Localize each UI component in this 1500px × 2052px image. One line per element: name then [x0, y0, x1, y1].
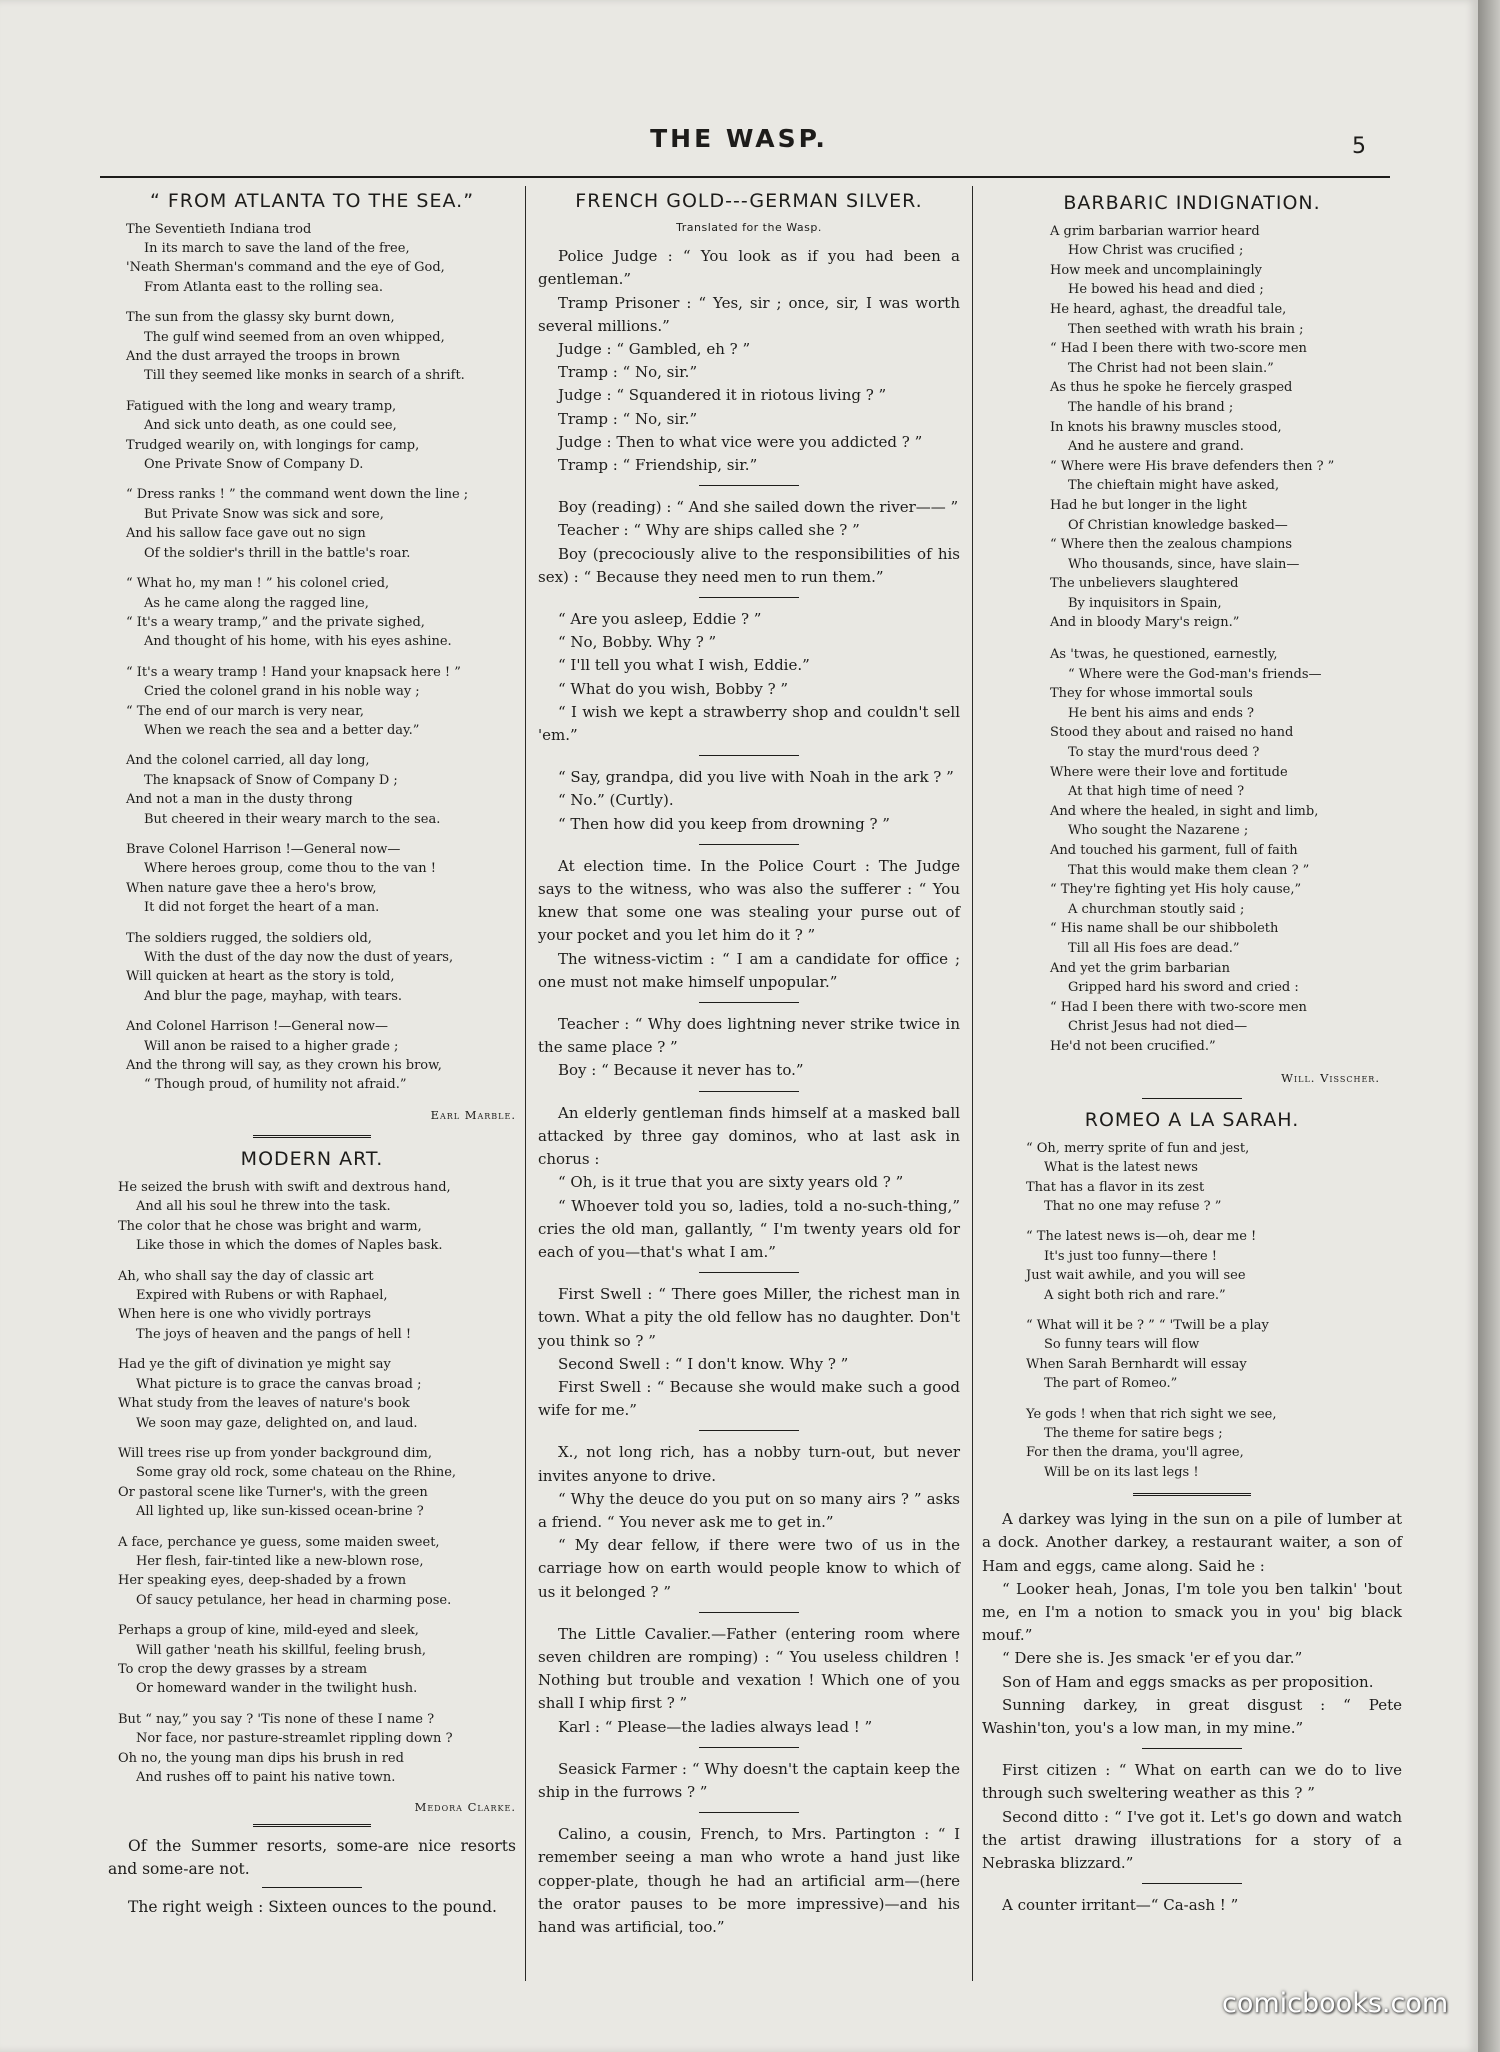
stanza — [118, 1267, 516, 1345]
page-number: 5 — [1352, 134, 1366, 159]
verse-line: The gulf wind seemed from an oven whipped, — [144, 329, 445, 345]
verse-line: And the throng will say, as they crown his brow, — [126, 1058, 442, 1074]
verse-line: “ What will it be ? ” “ 'Twill be a play — [1026, 1317, 1269, 1333]
verse-line: Just wait awhile, and you will see — [1026, 1268, 1246, 1284]
poem-modern-art — [108, 1178, 516, 1787]
verse-line: The color that he chose was bright and warm, — [118, 1218, 422, 1234]
poem-atlanta — [108, 220, 516, 1095]
divider — [699, 597, 799, 598]
verse-line: And blur the page, mayhap, with tears. — [144, 988, 403, 1004]
paragraph: “ What do you wish, Bobby ? ” — [558, 679, 789, 698]
verse-line: So funny tears will flow — [1044, 1337, 1200, 1353]
verse-line: Gripped hard his sword and cried : — [1068, 980, 1299, 996]
verse-line: Will quicken at heart as the story is told, — [126, 969, 395, 985]
verse-line: The handle of his brand ; — [1068, 399, 1234, 415]
verse-line: As he came along the ragged line, — [144, 595, 369, 611]
verse-line: From Atlanta east to the rolling sea. — [144, 279, 383, 295]
verse-line: Some gray old rock, some chateau on the Rhine, — [136, 1465, 457, 1481]
poem-barbaric — [982, 222, 1402, 1057]
paragraph: “ No, Bobby. Why ? ” — [558, 633, 717, 652]
stanza — [118, 1178, 516, 1256]
paragraph: Police Judge : “ You look as if you had been a gentleman.” — [538, 247, 960, 289]
verse-line: “ Dress ranks ! ” the command went down the line ; — [126, 487, 469, 503]
paragraph: First citizen : “ What on earth can we do to live through such sweltering weather as this ? ” — [982, 1761, 1402, 1803]
verse-line: We soon may gaze, delighted on, and laud. — [136, 1415, 418, 1431]
paragraph: First Swell : “ There goes Miller, the richest man in town. What a pity the old fellow has no daughter. Don't you think so ? ” — [538, 1285, 960, 1350]
verse-line: “ It's a weary tramp ! Hand your knapsack here ! ” — [126, 664, 461, 680]
stanza — [118, 1533, 516, 1611]
column-1 — [108, 190, 516, 1920]
stanza — [1026, 1316, 1402, 1394]
verse-line: And all his soul he threw into the task. — [136, 1199, 391, 1215]
verse-line: Perhaps a group of kine, mild-eyed and sleek, — [118, 1623, 419, 1639]
article-title-french-gold: FRENCH GOLD---GERMAN SILVER. — [575, 190, 923, 212]
divider — [699, 1272, 799, 1273]
verse-line: Of Christian knowledge basked— — [1068, 517, 1288, 533]
paragraph: “ Looker heah, Jonas, I'm tole you ben talkin' 'bout me, en I'm a notion to smack you in you' big black mouf.” — [982, 1579, 1402, 1645]
paragraph: Karl : “ Please—the ladies always lead ! ” — [558, 1717, 873, 1736]
paragraph: “ Whoever told you so, ladies, told a no-such-thing,” cries the old man, gallantly, “ I'm twenty years old for each of you—that's what I am.” — [538, 1196, 960, 1261]
verse-line: In knots his brawny muscles stood, — [1050, 419, 1282, 435]
verse-line: He heard, aghast, the dreadful tale, — [1050, 301, 1287, 317]
paragraph: “ Why the deuce do you put on so many airs ? ” asks a friend. “ You never ask me to get in.” — [538, 1489, 960, 1531]
verse-line: Of the soldier's thrill in the battle's roar. — [144, 545, 411, 561]
verse-line: And thought of his home, with his eyes ashine. — [144, 634, 452, 650]
paragraph: X., not long rich, has a nobby turn-out, but never invites anyone to drive. — [538, 1443, 960, 1485]
column-rule-1 — [525, 186, 526, 1981]
paragraph: Boy : “ Because it never has to.” — [558, 1061, 804, 1080]
verse-line: All lighted up, like sun-kissed ocean-brine ? — [136, 1504, 424, 1520]
page-spine-shadow — [1478, 0, 1500, 2052]
stanza — [1050, 222, 1402, 633]
verse-line: That has a flavor in its zest — [1026, 1179, 1205, 1195]
header-rule — [100, 176, 1390, 178]
verse-line: What is the latest news — [1044, 1160, 1198, 1176]
jokes-column — [538, 245, 960, 1939]
verse-line: Who sought the Nazarene ; — [1068, 823, 1249, 839]
column-3 — [982, 190, 1402, 1917]
paragraph: The Little Cavalier.—Father (entering room where seven children are romping) : “ You useless children ! Nothing but trouble and vexation ! Which one of you shall I whip first ? ” — [538, 1624, 960, 1713]
poem-romeo — [982, 1139, 1402, 1483]
verse-line: The chieftain might have asked, — [1068, 478, 1280, 494]
stanza — [126, 929, 516, 1007]
verse-line: Her speaking eyes, deep-shaded by a frown — [118, 1573, 407, 1589]
verse-line: Fatigued with the long and weary tramp, — [126, 398, 397, 414]
verse-line: The unbelievers slaughtered — [1050, 576, 1239, 592]
paragraph: “ Dere she is. Jes smack 'er ef you dar.” — [1002, 1649, 1303, 1668]
verse-line: Ah, who shall say the day of classic art — [118, 1268, 374, 1284]
paragraph: Second ditto : “ I've got it. Let's go down and watch the artist drawing illustrations for a story of a Nebraska blizzard.” — [982, 1807, 1402, 1873]
verse-line: He bowed his head and died ; — [1068, 282, 1264, 298]
paragraph: Judge : Then to what vice were you addicted ? ” — [558, 432, 923, 451]
paragraph: “ Are you asleep, Eddie ? ” — [558, 610, 762, 629]
verse-line: For then the drama, you'll agree, — [1026, 1445, 1244, 1461]
paragraph: Teacher : “ Why does lightning never strike twice in the same place ? ” — [538, 1015, 960, 1057]
verse-line: With the dust of the day now the dust of years, — [144, 950, 454, 965]
divider — [1142, 1883, 1242, 1884]
poem-title-romeo: ROMEO A LA SARAH. — [1084, 1109, 1300, 1132]
paragraph: A darkey was lying in the sun on a pile of lumber at a dock. Another darkey, a restaurant waiter, a son of Ham and eggs, came along. Said he : — [982, 1510, 1402, 1575]
verse-line: It did not forget the heart of a man. — [144, 900, 380, 916]
verse-line: “ Oh, merry sprite of fun and jest, — [1026, 1140, 1250, 1156]
paragraph: Tramp Prisoner : “ Yes, sir ; once, sir, I was worth several millions.” — [538, 293, 960, 335]
verse-line: “ It's a weary tramp,” and the private sighed, — [126, 614, 425, 630]
verse-line: Of saucy petulance, her head in charming pose. — [136, 1592, 452, 1608]
verse-line: Trudged wearily on, with longings for camp, — [126, 437, 420, 453]
signature-will-visscher: Will. Visscher. — [1281, 1070, 1380, 1085]
verse-line: And his sallow face gave out no sign — [126, 526, 366, 542]
poem-title-modern-art: MODERN ART. — [240, 1148, 384, 1171]
verse-line: As 'twas, he questioned, earnestly, — [1050, 647, 1278, 663]
verse-line: Brave Colonel Harrison !—General now— — [126, 841, 401, 857]
paragraph: At election time. In the Police Court : The Judge says to the witness, who was also the sufferer : “ You knew that some one was stealing your purse out of your pocket and you let him do it ? ” — [538, 856, 960, 945]
stanza — [126, 840, 516, 918]
stanza — [126, 663, 516, 741]
paragraph: “ I'll tell you what I wish, Eddie.” — [558, 656, 810, 675]
paragraph: Judge : “ Gambled, eh ? ” — [558, 340, 751, 358]
verse-line: But cheered in their weary march to the sea. — [144, 811, 441, 827]
verse-line: 'Neath Sherman's command and the eye of God, — [126, 260, 445, 276]
verse-line: By inquisitors in Spain, — [1068, 595, 1222, 611]
verse-line: Till all His foes are dead.” — [1068, 940, 1240, 956]
divider — [1133, 1493, 1251, 1496]
column-rule-2 — [972, 186, 973, 1981]
stanza — [1026, 1227, 1402, 1305]
verse-line: To crop the dewy grasses by a stream — [118, 1661, 368, 1677]
verse-line: The joys of heaven and the pangs of hell ! — [136, 1326, 412, 1342]
verse-line: A churchman stoutly said ; — [1068, 901, 1245, 917]
signature-medora-clarke: Medora Clarke. — [414, 1800, 516, 1815]
verse-line: Will be on its last legs ! — [1044, 1464, 1199, 1480]
paragraph: “ I wish we kept a strawberry shop and couldn't sell 'em.” — [538, 702, 960, 745]
verse-line: When here is one who vividly portrays — [118, 1307, 372, 1323]
verse-line: And the colonel carried, all day long, — [126, 753, 370, 769]
poem-title-barbaric: BARBARIC INDIGNATION. — [1063, 192, 1321, 214]
poem-title-atlanta: “ FROM ATLANTA TO THE SEA.” — [149, 190, 475, 212]
verse-line: And he austere and grand. — [1068, 439, 1244, 455]
verse-line: It's just too funny—there ! — [1044, 1248, 1218, 1264]
divider — [1142, 1098, 1242, 1099]
verse-line: To stay the murd'rous deed ? — [1068, 745, 1260, 761]
stanza — [126, 574, 516, 652]
verse-line: The theme for satire begs ; — [1044, 1426, 1223, 1441]
verse-line: When nature gave thee a hero's brow, — [126, 880, 377, 896]
paragraph: Tramp : “ No, sir.” — [558, 409, 698, 428]
stanza — [1050, 645, 1402, 1056]
stanza — [1026, 1139, 1402, 1217]
verse-line: What study from the leaves of nature's book — [118, 1396, 410, 1412]
verse-line: How Christ was crucified ; — [1068, 243, 1244, 259]
verse-line: They for whose immortal souls — [1050, 686, 1253, 702]
paragraph: “ Oh, is it true that you are sixty years old ? ” — [558, 1173, 904, 1192]
verse-line: But Private Snow was sick and sore, — [144, 506, 384, 522]
verse-line: He bent his aims and ends ? — [1068, 705, 1255, 721]
stanza — [126, 397, 516, 475]
divider — [253, 1824, 371, 1827]
verse-line: A grim barbarian warrior heard — [1050, 223, 1260, 239]
verse-line: Her flesh, fair-tinted like a new-blown rose, — [136, 1553, 424, 1569]
verse-line: Will gather 'neath his skillful, feeling brush, — [136, 1642, 426, 1658]
stanza — [126, 1017, 516, 1095]
divider — [699, 1430, 799, 1431]
verse-line: Or pastoral scene like Turner's, with the green — [118, 1484, 428, 1500]
signature-earl-marble: Earl Marble. — [430, 1107, 516, 1122]
divider — [1142, 1748, 1242, 1749]
masthead: THE WASP. — [650, 124, 828, 153]
verse-line: Christ Jesus had not died— — [1068, 1019, 1248, 1035]
paragraph-right-weigh: The right weigh : Sixteen ounces to the pound. — [128, 1898, 497, 1917]
paragraph: Son of Ham and eggs smacks as per proposition. — [1002, 1672, 1374, 1691]
verse-line: Like those in which the domes of Naples bask. — [136, 1238, 443, 1254]
verse-line: But “ nay,” you say ? 'Tis none of these I name ? — [118, 1711, 435, 1727]
paragraph: Tramp : “ No, sir.” — [558, 363, 698, 382]
verse-line: “ Though proud, of humility not afraid.” — [144, 1077, 407, 1093]
verse-line: He seized the brush with swift and dextrous hand, — [118, 1180, 451, 1196]
jokes-column-3 — [982, 1508, 1402, 1917]
paragraph: Boy (precociously alive to the responsibilities of his sex) : “ Because they need men to run them.” — [538, 544, 960, 586]
verse-line: Where heroes group, come thou to the van ! — [144, 861, 437, 877]
verse-line: And not a man in the dusty throng — [126, 792, 353, 808]
paragraph: The witness-victim : “ I am a candidate for office ; one must not make himself unpopular.” — [538, 949, 960, 991]
verse-line: “ Where then the zealous champions — [1050, 537, 1292, 553]
verse-line: The part of Romeo.” — [1044, 1376, 1178, 1392]
paragraph: Judge : “ Squandered it in riotous living ? ” — [558, 386, 887, 405]
verse-line: And where the healed, in sight and limb, — [1050, 803, 1319, 819]
verse-line: Till they seemed like monks in search of a shrift. — [144, 368, 465, 384]
divider — [253, 1135, 371, 1138]
verse-line: Cried the colonel grand in his noble way ; — [144, 684, 420, 700]
verse-line: Will anon be raised to a higher grade ; — [144, 1038, 399, 1054]
verse-line: “ His name shall be our shibboleth — [1050, 921, 1279, 937]
paragraph: “ Say, grandpa, did you live with Noah in the ark ? ” — [558, 768, 954, 787]
verse-line: “ Where were the God-man's friends— — [1068, 666, 1322, 682]
stanza — [118, 1355, 516, 1433]
verse-line: Expired with Rubens or with Raphael, — [136, 1288, 388, 1304]
divider — [699, 1002, 799, 1003]
stanza — [126, 308, 516, 386]
paragraph: First Swell : “ Because she would make such a good wife for me.” — [538, 1377, 960, 1420]
divider — [699, 1812, 799, 1813]
verse-line: And sick unto death, as one could see, — [144, 418, 397, 434]
verse-line: A sight both rich and rare.” — [1044, 1287, 1226, 1303]
divider — [699, 485, 799, 486]
divider — [699, 1612, 799, 1613]
verse-line: “ Had I been there with two-score men — [1050, 999, 1307, 1015]
stanza — [126, 751, 516, 829]
verse-line: “ They're fighting yet His holy cause,” — [1050, 882, 1302, 898]
verse-line: And the dust arrayed the troops in brown — [126, 349, 400, 365]
verse-line: Or homeward wander in the twilight hush. — [136, 1681, 418, 1697]
verse-line: A face, perchance ye guess, some maiden sweet, — [118, 1534, 440, 1550]
verse-line: And Colonel Harrison !—General now— — [126, 1019, 388, 1035]
verse-line: The Christ had not been slain.” — [1068, 360, 1274, 376]
verse-line: Had he but longer in the light — [1050, 497, 1247, 513]
verse-line: At that high time of need ? — [1068, 784, 1245, 800]
stanza — [1026, 1405, 1402, 1483]
paragraph: Seasick Farmer : “ Why doesn't the captain keep the ship in the furrows ? ” — [538, 1759, 960, 1801]
paragraph: An elderly gentleman finds himself at a masked ball attacked by three gay dominos, who at last ask in chorus : — [538, 1103, 960, 1169]
verse-line: That no one may refuse ? ” — [1044, 1198, 1222, 1214]
verse-line: “ Where were His brave defenders then ? ” — [1050, 458, 1335, 474]
verse-line: Then seethed with wrath his brain ; — [1068, 321, 1304, 337]
divider — [699, 844, 799, 845]
stanza — [118, 1710, 516, 1788]
column-2 — [538, 190, 960, 1939]
verse-line: How meek and uncomplainingly — [1050, 262, 1263, 278]
divider — [699, 1747, 799, 1748]
verse-line: In its march to save the land of the free, — [144, 241, 410, 256]
verse-line: “ The latest news is—oh, dear me ! — [1026, 1229, 1257, 1245]
verse-line: Oh no, the young man dips his brush in red — [118, 1750, 404, 1766]
verse-line: Stood they about and raised no hand — [1050, 725, 1294, 741]
verse-line: As thus he spoke he fiercely grasped — [1050, 380, 1293, 396]
paragraph: Teacher : “ Why are ships called she ? ” — [558, 521, 860, 540]
verse-line: Nor face, nor pasture-streamlet rippling down ? — [136, 1731, 453, 1747]
verse-line: Who thousands, since, have slain— — [1068, 556, 1300, 572]
verse-line: That this would make them clean ? ” — [1068, 862, 1310, 878]
paragraph: A counter irritant—“ Ca-ash ! ” — [1002, 1896, 1239, 1915]
verse-line: Ye gods ! when that rich sight we see, — [1026, 1406, 1277, 1422]
divider — [262, 1887, 362, 1888]
verse-line: The soldiers rugged, the soldiers old, — [126, 930, 372, 946]
verse-line: And touched his garment, full of faith — [1050, 843, 1298, 858]
divider — [699, 755, 799, 756]
paragraph: Second Swell : “ I don't know. Why ? ” — [558, 1354, 849, 1373]
paragraph-summer-resorts: Of the Summer resorts, some-are nice resorts and some-are not. — [108, 1837, 516, 1879]
article-subtitle: Translated for the Wasp. — [676, 220, 822, 234]
paragraph: Sunning darkey, in great disgust : “ Pete Washin'ton, you's a low man, in my mine.” — [982, 1695, 1402, 1738]
verse-line: The Seventieth Indiana trod — [126, 221, 312, 237]
verse-line: When Sarah Bernhardt will essay — [1026, 1356, 1247, 1372]
verse-line: He'd not been crucified.” — [1050, 1038, 1216, 1054]
verse-line: One Private Snow of Company D. — [144, 457, 364, 473]
stanza — [118, 1444, 516, 1522]
verse-line: “ The end of our march is very near, — [126, 703, 364, 719]
verse-line: And yet the grim barbarian — [1050, 960, 1231, 976]
stanza — [118, 1621, 516, 1699]
verse-line: Where were their love and fortitude — [1050, 764, 1288, 780]
stanza — [126, 220, 516, 298]
paragraph: Tramp : “ Friendship, sir.” — [558, 456, 758, 475]
verse-line: Had ye the gift of divination ye might say — [118, 1357, 391, 1373]
verse-line: “ Had I been there with two-score men — [1050, 341, 1307, 357]
verse-line: What picture is to grace the canvas broad ; — [136, 1376, 422, 1392]
paragraph: Calino, a cousin, French, to Mrs. Partington : “ I remember seeing a man who wrote a hand just like copper-plate, though he had an artificial arm—(here the orator pauses to be more impressive)—and his hand was artificial, too.” — [538, 1825, 960, 1936]
verse-line: And in bloody Mary's reign.” — [1050, 615, 1240, 631]
verse-line: “ What ho, my man ! ” his colonel cried, — [126, 576, 390, 592]
paragraph: “ My dear fellow, if there were two of us in the carriage how on earth would people know to which of us it belonged ? ” — [538, 1536, 960, 1601]
verse-line: When we reach the sea and a better day.” — [144, 722, 420, 738]
paragraph: “ No.” (Curtly). — [558, 791, 674, 810]
verse-line: Will trees rise up from yonder background dim, — [118, 1445, 433, 1461]
paragraph: “ Then how did you keep from drowning ? ” — [558, 814, 890, 833]
divider — [699, 1091, 799, 1092]
watermark: comicbooks.com — [1222, 1988, 1449, 2019]
verse-line: And rushes off to paint his native town. — [136, 1770, 396, 1785]
paragraph: Boy (reading) : “ And she sailed down the river—— ” — [558, 498, 959, 517]
verse-line: The knapsack of Snow of Company D ; — [144, 772, 398, 788]
stanza — [126, 485, 516, 563]
verse-line: The sun from the glassy sky burnt down, — [126, 310, 395, 326]
